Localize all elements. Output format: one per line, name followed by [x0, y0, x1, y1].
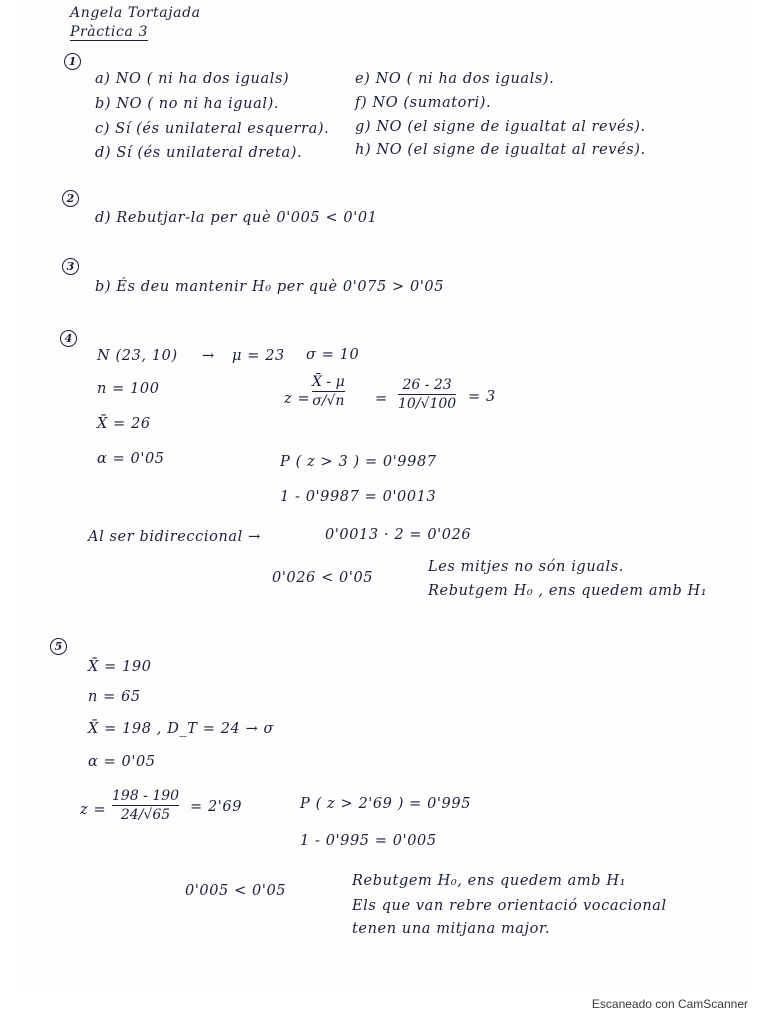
complement: 1 - 0'995 = 0'005 — [300, 833, 437, 849]
answer-1e: e) NO ( ni ha dos iguals). — [355, 71, 555, 87]
fraction-bar — [398, 394, 456, 395]
question-number-5: 5 — [50, 638, 67, 655]
fraction-bar — [312, 391, 345, 392]
probability: P ( z > 3 ) = 0'9987 — [280, 454, 437, 470]
answer-1g: g) NO (el signe de igualtat al revés). — [355, 119, 646, 135]
fraction-bar — [112, 805, 179, 806]
z-label: z = — [80, 802, 107, 818]
equals-sign: = — [375, 391, 388, 407]
z-substitution-numerator: 198 - 190 — [112, 788, 180, 804]
conclusion-line-2: Rebutgem H₀ , ens quedem amb H₁ — [428, 583, 708, 599]
arrow-symbol: → — [202, 348, 215, 364]
z-substitution — [398, 377, 456, 412]
z-label: z = — [284, 391, 311, 407]
answer-1b: b) NO ( no ni ha igual). — [95, 96, 280, 112]
answer-3: b) És deu mantenir H₀ per què 0'075 > 0'05 — [95, 279, 445, 295]
question-number-2: 2 — [62, 190, 79, 207]
conclusion-line-3: tenen una mitjana major. — [352, 921, 551, 937]
z-result: = 3 — [468, 389, 496, 405]
conclusion-line-1: Rebutgem H₀, ens quedem amb H₁ — [352, 873, 626, 889]
bidirectional-calc: 0'0013 · 2 = 0'026 — [325, 527, 472, 543]
z-substitution — [112, 788, 179, 823]
probability: P ( z > 2'69 ) = 0'995 — [300, 796, 472, 812]
population-mean: X̄ = 190 — [88, 659, 152, 675]
student-name: Angela Tortajada — [70, 5, 201, 21]
conclusion-line-2: Els que van rebre orientació vocacional — [352, 898, 667, 914]
answer-1a: a) NO ( ni ha dos iguals) — [95, 71, 290, 87]
alpha-value: α = 0'05 — [97, 451, 165, 467]
z-substitution-denominator: 24/√65 — [120, 807, 171, 824]
camscanner-watermark: Escaneado con CamScanner — [591, 997, 748, 1011]
alpha-value: α = 0'05 — [88, 754, 156, 770]
sample-mean-and-sd: X̄ = 198 , D_T = 24 → σ — [88, 721, 275, 737]
question-number-3: 3 — [62, 258, 79, 275]
sample-size: n = 65 — [88, 689, 141, 705]
practice-title: Pràctica 3 — [70, 24, 148, 40]
z-formula — [312, 374, 345, 409]
answer-1f: f) NO (sumatori). — [355, 95, 492, 111]
complement: 1 - 0'9987 = 0'0013 — [280, 489, 437, 505]
z-result: = 2'69 — [190, 799, 243, 815]
z-formula-denominator: σ/√n — [312, 393, 345, 410]
answer-2: d) Rebutjar-la per què 0'005 < 0'01 — [95, 210, 378, 226]
normal-distribution: N (23, 10) — [97, 348, 178, 364]
z-substitution-numerator: 26 - 23 — [402, 377, 452, 393]
question-number-4: 4 — [60, 330, 77, 347]
z-substitution-denominator: 10/√100 — [398, 396, 457, 413]
p-value-comparison: 0'026 < 0'05 — [272, 570, 374, 586]
bidirectional-label: Al ser bidireccional → — [88, 529, 261, 545]
sigma-value: σ = 10 — [306, 347, 360, 363]
conclusion-line-1: Les mitjes no són iguals. — [428, 559, 624, 575]
sample-size: n = 100 — [97, 381, 160, 397]
answer-1c: c) Sí (és unilateral esquerra). — [95, 121, 330, 137]
answer-1h: h) NO (el signe de igualtat al revés). — [355, 142, 646, 158]
z-formula-numerator: X̄ - μ — [312, 374, 345, 390]
mu-value: μ = 23 — [232, 348, 285, 364]
sample-mean: X̄ = 26 — [97, 416, 151, 432]
question-number-1: 1 — [64, 53, 81, 70]
p-value-comparison: 0'005 < 0'05 — [185, 883, 287, 899]
answer-1d: d) Sí (és unilateral dreta). — [95, 145, 303, 161]
